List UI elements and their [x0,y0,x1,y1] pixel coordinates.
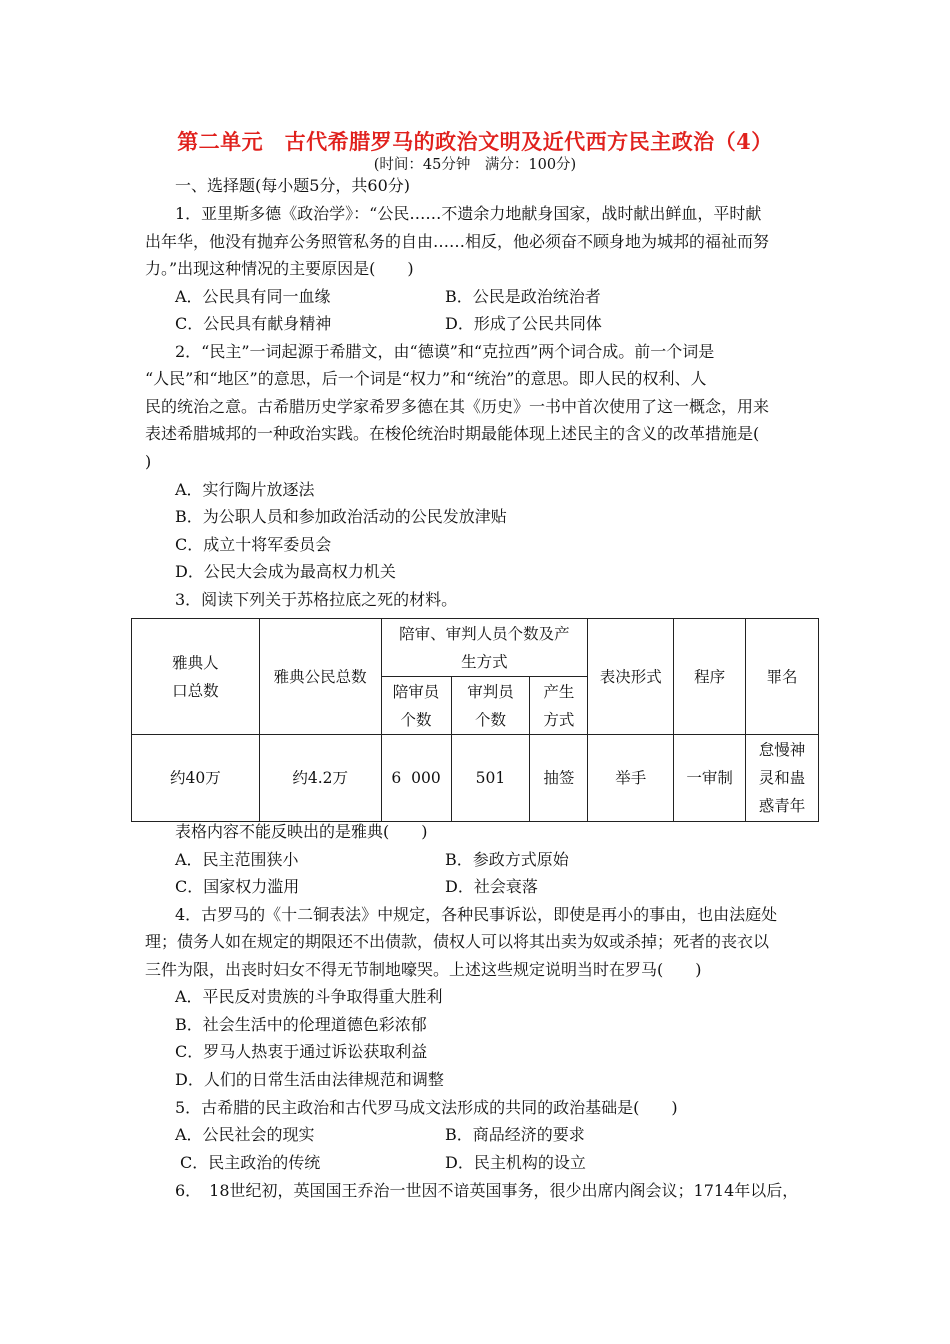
q1-line-2: 出年华，他没有抛弃公务照管私务的自由……相反，他必须奋不顾身地为城邦的福祉而努 [145,232,770,251]
page-subtitle: (时间：45分钟 满分：100分) [373,157,577,173]
q2-line-1: 2．“民主”一词起源于希腊文，由“德谟”和“克拉西”两个词合成。前一个词是 [175,342,715,361]
q5-option-b: B．商品经济的要求 [445,1125,585,1144]
value-procedure: 一审制 [674,735,746,822]
value-judges: 501 [451,735,530,822]
q3-question: 表格内容不能反映出的是雅典( ) [175,822,428,841]
q1-line-1: 1．亚里斯多德《政治学》：“公民……不遗余力地献身国家，战时献出鲜血，平时献 [175,204,762,223]
q1-option-d: D．形成了公民共同体 [445,314,602,333]
q4-line-2: 理；债务人如在规定的期限还不出债款，债权人可以将其出卖为奴或杀掉；死者的丧衣以 [145,932,770,951]
q2-line-2: “人民”和“地区”的意思，后一个词是“权力”和“统治”的意思。即人民的权利、人 [145,369,707,388]
q4-option-a: A．平民反对贵族的斗争取得重大胜利 [175,987,443,1006]
q4-line-1: 4．古罗马的《十二铜表法》中规定，各种民事诉讼，即使是再小的事由，也由法庭处 [175,905,778,924]
header-procedure: 程序 [674,619,746,735]
q5-option-a: A．公民社会的现实 [175,1125,315,1144]
q1-option-a: A．公民具有同一血缘 [175,287,331,306]
value-citizens: 约4.2万 [259,735,381,822]
q2-line-3: 民的统治之意。古希腊历史学家希罗多德在其《历史》一书中首次使用了这一概念，用来 [145,397,770,416]
q1-line-3: 力。”出现这种情况的主要原因是( ) [145,259,414,278]
q2-line-4: 表述希腊城邦的一种政治实践。在梭伦统治时期最能体现上述民主的含义的改革措施是( [145,424,760,443]
header-method: 产生 方式 [530,677,588,735]
q4-option-c: C．罗马人热衷于通过诉讼获取利益 [175,1042,428,1061]
q5-option-d: D．民主机构的设立 [445,1153,586,1172]
q3-stem: 3．阅读下列关于苏格拉底之死的材料。 [175,590,458,609]
value-jurors: 6 000 [381,735,451,822]
header-jurors: 陪审员 个数 [381,677,451,735]
q4-line-3: 三件为限，出丧时妇女不得无节制地嚎哭。上述这些规定说明当时在罗马( ) [145,960,702,979]
q4-option-b: B．社会生活中的伦理道德色彩浓郁 [175,1015,427,1034]
value-population: 约40万 [132,735,260,822]
value-method: 抽签 [530,735,588,822]
q2-line-5: ) [145,452,152,471]
q2-option-d: D．公民大会成为最高权力机关 [175,562,396,581]
header-population: 雅典人 口总数 [132,619,260,735]
socrates-data-table [131,618,819,822]
q5-stem: 5．古希腊的民主政治和古代罗马成文法形成的共同的政治基础是( ) [175,1098,678,1117]
q2-option-c: C．成立十将军委员会 [175,535,332,554]
q2-option-a: A．实行陶片放逐法 [175,480,315,499]
header-vote-form: 表决形式 [588,619,674,735]
q6-stem: 6． 18世纪初，英国国王乔治一世因不谙英国事务，很少出席内阁会议；1714年以后， [175,1181,799,1200]
q3-option-d: D．社会衰落 [445,877,538,896]
q3-option-c: C．国家权力滥用 [175,877,300,896]
q4-option-d: D．人们的日常生活由法律规范和调整 [175,1070,444,1089]
q1-option-b: B．公民是政治统治者 [445,287,601,306]
value-charge: 怠慢神 灵和蛊 惑青年 [746,735,819,822]
header-judges: 审判员 个数 [451,677,530,735]
q3-option-a: A．民主范围狭小 [175,850,299,869]
q1-option-c: C．公民具有献身精神 [175,314,332,333]
section-heading: 一、选择题(每小题5分，共60分) [175,176,411,195]
value-vote-form: 举手 [588,735,674,822]
page-title: 第二单元 古代希腊罗马的政治文明及近代西方民主政治（4） [177,129,773,154]
header-charge: 罪名 [746,619,819,735]
q3-option-b: B．参政方式原始 [445,850,569,869]
header-jury-group: 陪审、审判人员个数及产 生方式 [381,619,588,677]
q2-option-b: B．为公职人员和参加政治活动的公民发放津贴 [175,507,507,526]
header-citizens: 雅典公民总数 [259,619,381,735]
q5-option-c: C．民主政治的传统 [180,1153,321,1172]
